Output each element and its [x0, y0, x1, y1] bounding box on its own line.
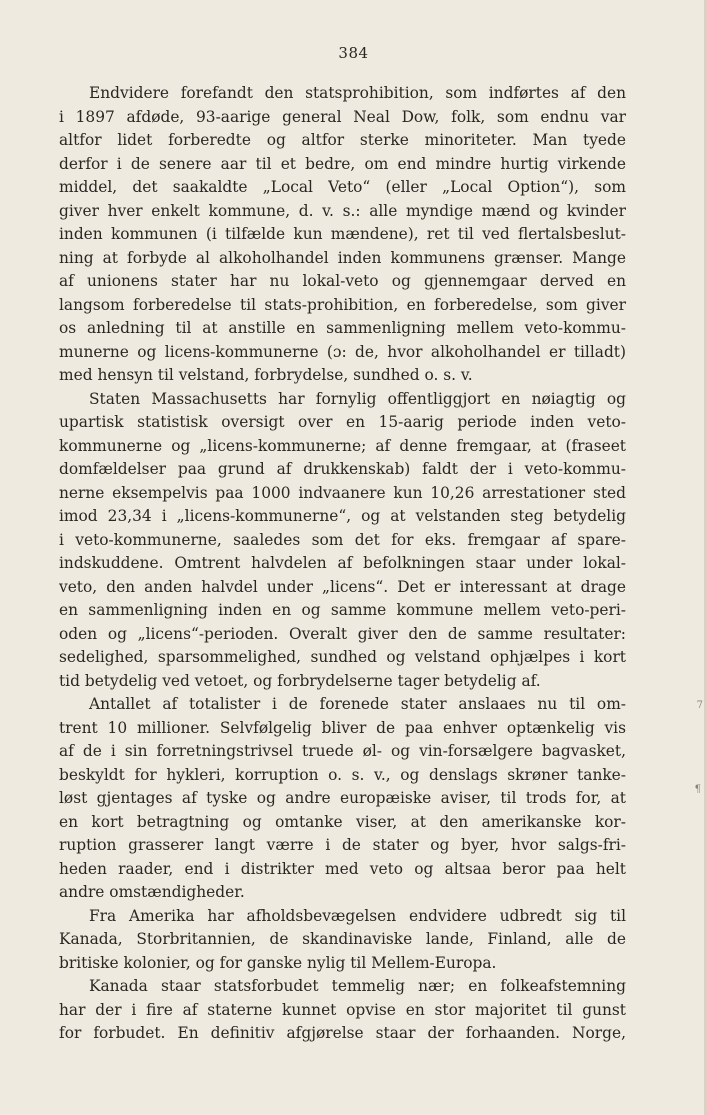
- text-line: altfor lidet forberedte og altfor sterke minoriteter. Man tyede: [59, 131, 626, 149]
- text-line: Kanada, Storbritannien, de skandinaviske lande, Finland, alle de: [59, 930, 626, 948]
- text-line: af de i sin forretningstrivsel truede øl- og vin-forsælgere bagvasket,: [59, 742, 626, 760]
- text-line: tid betydelig ved vetoet, og forbrydelserne tager betydelig af.: [59, 671, 541, 690]
- text-line: en kort betragtning og omtanke viser, at den amerikanske kor-: [59, 812, 626, 831]
- text-line: os anledning til at anstille en sammenligning mellem veto-kommu-: [59, 319, 626, 337]
- margin-mark-1: 7: [696, 700, 703, 711]
- text-line: heden raader, end i distrikter med veto og altsaa beror paa helt: [59, 859, 626, 878]
- text-line: middel, det saakaldte „Local Veto“ (eller „Local Option“), som: [59, 178, 626, 196]
- text-line: veto, den anden halvdel under „licens“. Det er interessant at drage: [59, 577, 626, 596]
- text-line: har der i fire af staterne kunnet opvise en stor majoritet til gunst: [59, 1000, 626, 1019]
- text-line: Antallet af totalister i de forenede stater anslaaes nu til om-: [89, 695, 626, 713]
- text-line: kommunerne og „licens-kommunerne; af denne fremgaar, at (fraseet: [59, 436, 626, 455]
- text-line: i veto-kommunerne, saaledes som det for eks. fremgaar af spare-: [59, 530, 626, 549]
- body-text: [59, 82, 626, 1046]
- text-line: giver hver enkelt kommune, d. v. s.: alle myndige mænd og kvinder: [59, 201, 626, 220]
- text-line: sedelighed, sparsommelighed, sundhed og velstand ophjælpes i kort: [59, 648, 626, 666]
- text-line: Fra Amerika har afholdsbevægelsen endvidere udbredt sig til: [89, 906, 626, 925]
- text-line: inden kommunen (i tilfælde kun mændene), ret til ved flertalsbeslut-: [59, 225, 626, 243]
- text-line: andre omstændigheder.: [59, 883, 245, 901]
- text-line: imod 23,34 i „licens-kommunerne“, og at velstanden steg betydelig: [59, 507, 626, 525]
- text-line: langsom forberedelse til stats-prohibition, en forberedelse, som giver: [59, 295, 626, 314]
- text-line: oden og „licens“-perioden. Overalt giver den de samme resultater:: [59, 624, 626, 643]
- text-line: munerne og licens-kommunerne (ɔ: de, hvor alkoholhandel er tilladt): [59, 342, 626, 361]
- text-line: løst gjentages af tyske og andre europæiske aviser, til trods for, at: [59, 789, 626, 807]
- text-line: ning at forbyde al alkoholhandel inden kommunens grænser. Mange: [59, 248, 626, 267]
- text-line: en sammenligning inden en og samme kommune mellem veto-peri-: [59, 601, 626, 619]
- page-number: 384: [338, 44, 369, 62]
- text-line: Endvidere forefandt den statsprohibition, som indførtes af den: [89, 84, 626, 102]
- text-line: ruption grasserer langt værre i de stater og byer, hvor salgs-fri-: [59, 836, 626, 854]
- text-line: upartisk statistisk oversigt over en 15-aarig periode inden veto-: [59, 413, 626, 431]
- text-line: derfor i de senere aar til et bedre, om end mindre hurtig virkende: [59, 154, 626, 173]
- margin-mark-2: ¶: [694, 784, 701, 795]
- text-line: beskyldt for hykleri, korruption o. s. v., og denslags skrøner tanke-: [59, 765, 626, 784]
- text-line: nerne eksempelvis paa 1000 indvaanere kun 10,26 arrestationer sted: [59, 483, 626, 502]
- text-line: af unionens stater har nu lokal-veto og gjennemgaar derved en: [59, 272, 626, 290]
- text-line: Staten Massachusetts har fornylig offentliggjort en nøiagtig og: [89, 389, 626, 408]
- text-line: britiske kolonier, og for ganske nylig til Mellem-Europa.: [59, 953, 497, 972]
- text-line: domfældelser paa grund af drukkenskab) faldt der i veto-kommu-: [59, 460, 626, 478]
- text-line: trent 10 millioner. Selvfølgelig bliver de paa enhver optænkelig vis: [59, 718, 626, 737]
- text-line: i 1897 afdøde, 93-aarige general Neal Dow, folk, som endnu var: [59, 107, 626, 126]
- text-line: indskuddene. Omtrent halvdelen af befolkningen staar under lokal-: [59, 554, 626, 572]
- text-line: for forbudet. En definitiv afgjørelse staar der forhaanden. Norge,: [59, 1024, 626, 1042]
- text-line: Kanada staar statsforbudet temmelig nær; en folkeafstemning: [89, 977, 626, 995]
- text-line: med hensyn til velstand, forbrydelse, sundhed o. s. v.: [59, 366, 473, 384]
